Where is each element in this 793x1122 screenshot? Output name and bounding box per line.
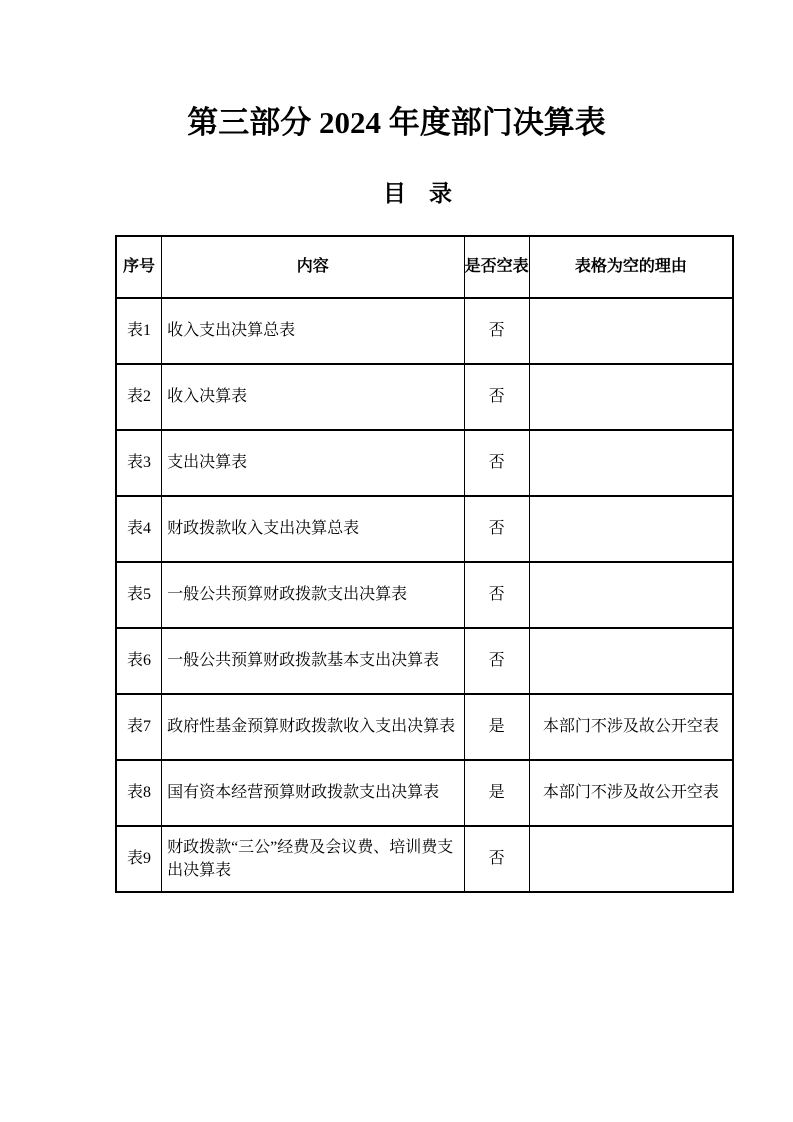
cell-reason — [529, 562, 733, 628]
cell-serial: 表5 — [116, 562, 162, 628]
cell-content: 政府性基金预算财政拨款收入支出决算表 — [162, 694, 464, 760]
cell-reason — [529, 364, 733, 430]
cell-reason — [529, 496, 733, 562]
page-title: 第三部分 2024 年度部门决算表 — [187, 105, 606, 140]
cell-empty: 否 — [464, 496, 529, 562]
toc-heading: 目 录 — [383, 181, 452, 206]
cell-empty: 否 — [464, 364, 529, 430]
table-row — [116, 694, 733, 760]
cell-content: 国有资本经营预算财政拨款支出决算表 — [162, 760, 464, 826]
cell-reason: 本部门不涉及故公开空表 — [529, 694, 733, 760]
column-header-reason: 表格为空的理由 — [529, 236, 733, 298]
column-header-content: 内容 — [162, 236, 464, 298]
cell-serial: 表8 — [116, 760, 162, 826]
cell-empty: 是 — [464, 760, 529, 826]
cell-empty: 否 — [464, 562, 529, 628]
cell-serial: 表1 — [116, 298, 162, 364]
cell-content: 收入支出决算总表 — [162, 298, 464, 364]
cell-content: 收入决算表 — [162, 364, 464, 430]
cell-reason — [529, 628, 733, 694]
cell-reason — [529, 826, 733, 892]
cell-content: 一般公共预算财政拨款基本支出决算表 — [162, 628, 464, 694]
cell-empty: 否 — [464, 298, 529, 364]
table-row — [116, 760, 733, 826]
table-row — [116, 562, 733, 628]
table-row — [116, 298, 733, 364]
column-header-serial: 序号 — [116, 236, 162, 298]
column-header-empty: 是否空表 — [464, 236, 529, 298]
table-row — [116, 430, 733, 496]
table-row — [116, 364, 733, 430]
cell-serial: 表6 — [116, 628, 162, 694]
cell-serial: 表9 — [116, 826, 162, 892]
cell-reason: 本部门不涉及故公开空表 — [529, 760, 733, 826]
cell-empty: 否 — [464, 430, 529, 496]
cell-empty: 否 — [464, 628, 529, 694]
table-row — [116, 496, 733, 562]
cell-content: 财政拨款收入支出决算总表 — [162, 496, 464, 562]
cell-empty: 是 — [464, 694, 529, 760]
cell-serial: 表3 — [116, 430, 162, 496]
cell-content: 支出决算表 — [162, 430, 464, 496]
cell-serial: 表7 — [116, 694, 162, 760]
cell-reason — [529, 430, 733, 496]
table-row — [116, 826, 733, 892]
cell-reason — [529, 298, 733, 364]
cell-content: 财政拨款“三公”经费及会议费、培训费支出决算表 — [162, 826, 464, 892]
cell-serial: 表2 — [116, 364, 162, 430]
cell-empty: 否 — [464, 826, 529, 892]
cell-content: 一般公共预算财政拨款支出决算表 — [162, 562, 464, 628]
cell-serial: 表4 — [116, 496, 162, 562]
header-row — [116, 236, 733, 298]
toc-table — [115, 235, 734, 893]
table-row — [116, 628, 733, 694]
